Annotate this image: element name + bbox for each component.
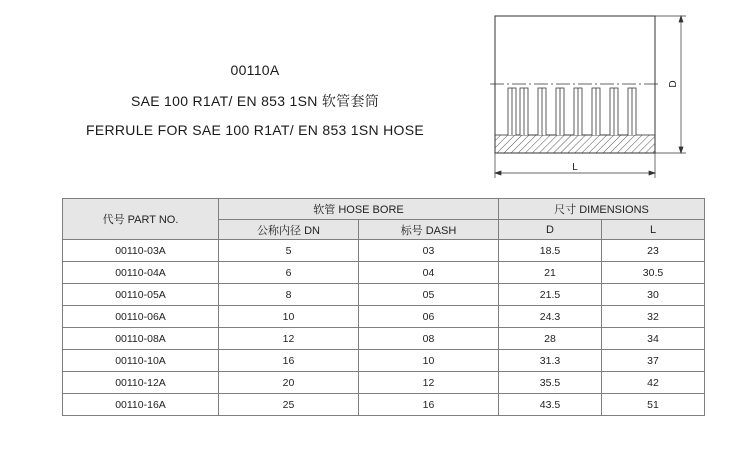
dimension-l-label: L <box>572 162 578 173</box>
header-part-no: 代号 PART NO. <box>63 199 219 240</box>
cell-dn: 6 <box>219 262 359 284</box>
cell-dn: 12 <box>219 328 359 350</box>
cell-dn: 10 <box>219 306 359 328</box>
cell-dash: 10 <box>359 350 499 372</box>
cell-l: 23 <box>602 240 705 262</box>
cell-part: 00110-08A <box>63 328 219 350</box>
table-row <box>63 262 705 284</box>
cell-dn: 5 <box>219 240 359 262</box>
cell-part: 00110-10A <box>63 350 219 372</box>
cell-dash: 04 <box>359 262 499 284</box>
cell-part: 00110-12A <box>63 372 219 394</box>
cell-dash: 08 <box>359 328 499 350</box>
cell-part: 00110-03A <box>63 240 219 262</box>
cell-l: 37 <box>602 350 705 372</box>
ferrule-technical-drawing <box>486 8 696 180</box>
cell-dash: 12 <box>359 372 499 394</box>
header-dimensions: 尺寸 DIMENSIONS <box>499 199 705 220</box>
product-code: 00110A <box>230 62 280 78</box>
table-row <box>63 372 705 394</box>
cell-d: 35.5 <box>499 372 602 394</box>
cell-part: 00110-04A <box>63 262 219 284</box>
cell-d: 43.5 <box>499 394 602 416</box>
cell-dash: 03 <box>359 240 499 262</box>
dimensions-table <box>62 198 705 416</box>
cell-d: 31.3 <box>499 350 602 372</box>
table-row <box>63 306 705 328</box>
cell-l: 30.5 <box>602 262 705 284</box>
table-row <box>63 328 705 350</box>
ferrule-teeth <box>508 88 636 135</box>
cell-l: 32 <box>602 306 705 328</box>
table-row <box>63 394 705 416</box>
cell-l: 30 <box>602 284 705 306</box>
ferrule-section-hatch <box>495 88 655 153</box>
table-row <box>63 284 705 306</box>
product-title: FERRULE FOR SAE 100 R1AT/ EN 853 1SN HOSE <box>85 122 425 138</box>
cell-d: 24.3 <box>499 306 602 328</box>
cell-part: 00110-16A <box>63 394 219 416</box>
cell-part: 00110-05A <box>63 284 219 306</box>
header-dash: 标号 DASH <box>359 220 499 240</box>
table-row <box>63 240 705 262</box>
cell-d: 18.5 <box>499 240 602 262</box>
cell-l: 51 <box>602 394 705 416</box>
cell-l: 42 <box>602 372 705 394</box>
dimension-d-label: D <box>668 80 679 88</box>
cell-dash: 05 <box>359 284 499 306</box>
cell-d: 21 <box>499 262 602 284</box>
cell-dash: 06 <box>359 306 499 328</box>
cell-part: 00110-06A <box>63 306 219 328</box>
ferrule-grooves <box>512 88 632 135</box>
cell-dash: 16 <box>359 394 499 416</box>
cell-d: 21.5 <box>499 284 602 306</box>
cell-dn: 25 <box>219 394 359 416</box>
table-row <box>63 350 705 372</box>
header-dn: 公称内径 DN <box>219 220 359 240</box>
cell-l: 34 <box>602 328 705 350</box>
cell-dn: 16 <box>219 350 359 372</box>
cell-d: 28 <box>499 328 602 350</box>
product-subtitle: SAE 100 R1AT/ EN 853 1SN 软管套筒 <box>130 93 380 109</box>
header-d: D <box>499 220 602 240</box>
header-l: L <box>602 220 705 240</box>
cell-dn: 8 <box>219 284 359 306</box>
header-hose-bore: 软管 HOSE BORE <box>219 199 499 220</box>
cell-dn: 20 <box>219 372 359 394</box>
